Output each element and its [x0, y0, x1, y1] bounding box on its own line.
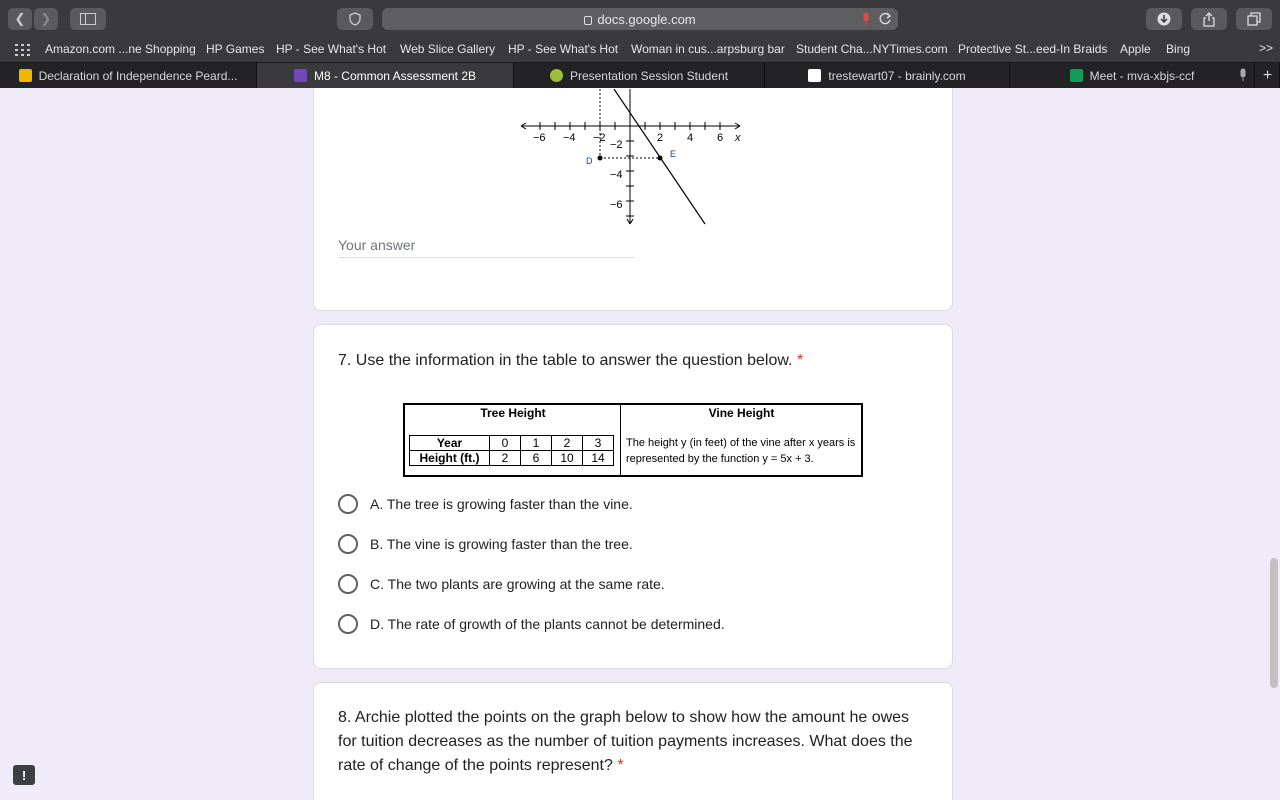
tab-common-assessment[interactable] — [257, 63, 514, 88]
q7-option-b[interactable] — [338, 533, 633, 555]
forward-button[interactable]: ❯ — [34, 8, 58, 30]
lock-icon — [584, 16, 592, 25]
bookmark-item[interactable]: Amazon.com ...ne Shopping — [45, 42, 196, 56]
back-button[interactable]: ❮ — [8, 8, 32, 30]
downloads-button[interactable] — [1146, 8, 1182, 30]
question-6-card — [313, 88, 953, 311]
vine-height-panel — [622, 405, 861, 475]
shield-icon — [349, 12, 361, 26]
tab-strip — [0, 62, 1280, 88]
height-cell: 14 — [583, 451, 614, 466]
new-tab-button[interactable]: + — [1256, 63, 1280, 88]
tab-declaration[interactable] — [0, 63, 257, 88]
q7-option-d[interactable] — [338, 613, 725, 635]
sidebar-toggle-button[interactable] — [70, 8, 106, 30]
pear-favicon-icon — [550, 69, 563, 82]
bookmark-item[interactable]: HP - See What's Hot — [276, 42, 387, 56]
height-cell: 6 — [521, 451, 552, 466]
radio-button[interactable] — [338, 534, 358, 554]
share-button[interactable] — [1191, 8, 1227, 30]
bookmark-item[interactable]: Student Cha...NYTimes.com — [796, 42, 948, 56]
height-cell: 10 — [552, 451, 583, 466]
x-tick-label: 4 — [687, 132, 694, 144]
slides-favicon-icon — [19, 69, 32, 82]
meet-favicon-icon — [1070, 69, 1083, 82]
tabs-icon — [1247, 12, 1261, 26]
bookmarks-bar — [0, 38, 1280, 62]
q7-option-c[interactable] — [338, 573, 665, 595]
tree-height-panel — [405, 405, 621, 475]
point-e-label: E — [670, 149, 677, 159]
x-tick-label: 2 — [657, 132, 664, 144]
y-tick-label: −2 — [610, 139, 623, 151]
question-8-card — [313, 682, 953, 800]
reload-icon[interactable] — [878, 12, 892, 26]
point-e — [658, 156, 663, 161]
vine-height-text — [626, 435, 855, 467]
required-asterisk: * — [617, 757, 624, 774]
bookmark-item[interactable]: HP - See What's Hot — [508, 42, 619, 56]
year-row-label: Year — [410, 436, 490, 451]
bookmark-item[interactable]: Apple — [1120, 42, 1151, 56]
bookmark-item[interactable]: Woman in cus...arpsburg bar — [631, 42, 785, 56]
bookmark-item[interactable]: Bing — [1166, 42, 1191, 56]
radio-button[interactable] — [338, 494, 358, 514]
apps-grid-icon[interactable] — [15, 44, 30, 56]
tab-label: Declaration of Independence Peard... — [38, 68, 238, 83]
tab-meet[interactable] — [1010, 63, 1255, 88]
tab-label: Presentation Session Student — [569, 68, 729, 83]
q7-title-text: 7. Use the information in the table to answer the question below. — [338, 352, 793, 369]
radio-button[interactable] — [338, 574, 358, 594]
tab-microphone-icon[interactable] — [1239, 68, 1247, 82]
form-page — [0, 88, 1280, 800]
x-tick-label: −2 — [593, 132, 606, 144]
tab-label: M8 - Common Assessment 2B — [313, 68, 477, 83]
x-tick-label: −6 — [533, 132, 546, 144]
tab-label: trestewart07 - brainly.com — [828, 68, 966, 83]
tree-height-table — [409, 435, 614, 466]
q6-answer-input[interactable]: Your answer — [338, 237, 634, 258]
share-icon — [1202, 12, 1216, 27]
address-bar[interactable] — [382, 8, 898, 30]
option-label: C. The two plants are growing at the same rate. — [370, 576, 665, 592]
required-asterisk: * — [796, 352, 804, 369]
page-scrollbar[interactable] — [1270, 558, 1278, 688]
browser-toolbar — [0, 0, 1280, 38]
q7-title — [338, 349, 803, 373]
point-d-label: D — [586, 156, 593, 166]
q7-data-table — [403, 403, 863, 477]
year-cell: 3 — [583, 436, 614, 451]
x-tick-label: −4 — [563, 132, 576, 144]
privacy-report-button[interactable] — [337, 8, 373, 30]
height-row-label: Height (ft.) — [410, 451, 490, 466]
report-issue-button[interactable]: ! — [13, 765, 35, 785]
tab-overview-button[interactable] — [1236, 8, 1272, 30]
y-tick-label: −6 — [610, 199, 623, 211]
option-label: D. The rate of growth of the plants cannot be determined. — [370, 616, 725, 632]
radio-button[interactable] — [338, 614, 358, 634]
year-cell: 1 — [521, 436, 552, 451]
vine-text-line: The height y (in feet) of the vine after x years is — [626, 437, 856, 449]
sidebar-icon — [80, 13, 96, 25]
x-tick-label: 6 — [717, 132, 724, 144]
q8-title — [338, 706, 928, 778]
microphone-icon[interactable] — [862, 12, 870, 26]
point-d — [598, 156, 603, 161]
option-label: B. The vine is growing faster than the tree. — [370, 536, 633, 552]
q7-option-a[interactable] — [338, 493, 633, 515]
brainly-favicon-icon — [808, 69, 821, 82]
bookmark-item[interactable]: Web Slice Gallery — [400, 42, 496, 56]
year-cell: 0 — [490, 436, 521, 451]
tab-presentation-session[interactable] — [514, 63, 765, 88]
tab-label: Meet - mva-xbjs-ccf — [1089, 68, 1195, 83]
vine-height-header: Vine Height — [708, 406, 775, 420]
height-cell: 2 — [490, 451, 521, 466]
y-tick-label: −4 — [610, 169, 623, 181]
bookmark-item[interactable]: Protective St...eed-In Braids — [958, 42, 1108, 56]
question-7-card — [313, 324, 953, 669]
bookmark-item[interactable]: HP Games — [206, 42, 265, 56]
year-cell: 2 — [552, 436, 583, 451]
q6-coordinate-graph — [516, 89, 746, 229]
vine-text-line: represented by the function y = 5x + 3. — [626, 453, 814, 465]
option-label: A. The tree is growing faster than the vine. — [370, 496, 633, 512]
download-icon — [1157, 12, 1171, 26]
tab-brainly[interactable] — [765, 63, 1010, 88]
tree-height-header: Tree Height — [480, 406, 546, 420]
q8-title-text: 8. Archie plotted the points on the graph below to show how the amount he owes for tuition decreases as the number of tuition payments increases. What does the rate of change of the points represent? — [338, 709, 913, 774]
bookmarks-overflow-button[interactable]: >> — [1259, 41, 1274, 55]
x-axis-label: x — [735, 132, 741, 144]
url-text: docs.google.com — [597, 11, 696, 27]
forms-favicon-icon — [294, 69, 307, 82]
